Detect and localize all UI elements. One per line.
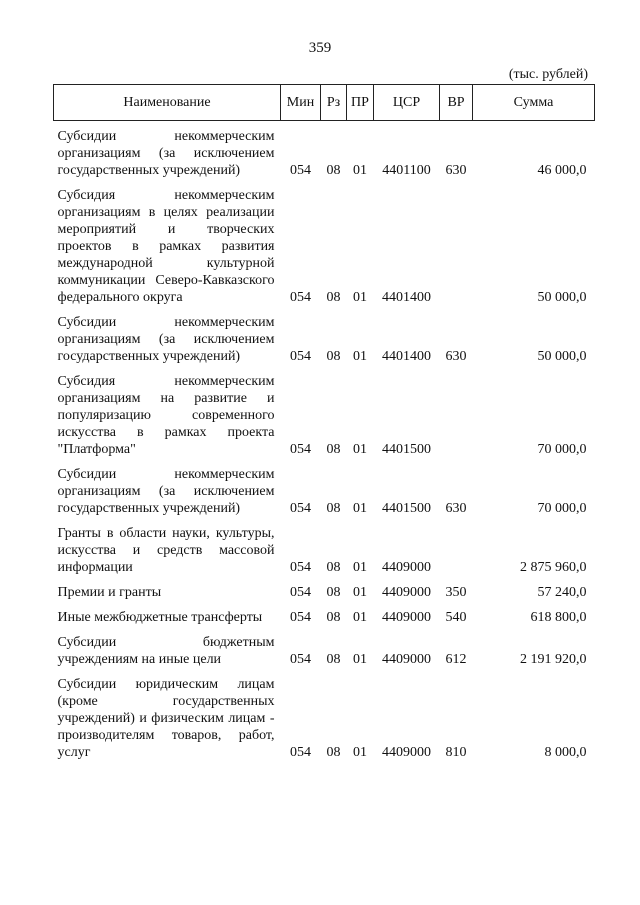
row-csr: 4401500	[382, 442, 431, 457]
row-name: Субсидии некоммерческим организациям (за исключением государственных учреждений)	[57, 467, 275, 516]
page-number: 359	[308, 40, 332, 56]
row-name: Субсидии некоммерческим организациям (за исключением государственных учреждений)	[57, 315, 275, 364]
table-row	[54, 628, 595, 670]
row-sum: 50 000,0	[537, 349, 587, 364]
row-sum: 57 240,0	[537, 585, 587, 600]
row-min: 054	[290, 585, 311, 600]
row-rz: 08	[326, 442, 341, 457]
table-row	[54, 578, 595, 603]
header-rz: Рз	[321, 85, 347, 121]
row-name: Иные межбюджетные трансферты	[57, 610, 263, 625]
row-rz: 08	[326, 290, 341, 305]
row-rz: 08	[326, 652, 341, 667]
row-csr: 4409000	[382, 560, 431, 575]
row-pr: 01	[353, 501, 367, 516]
row-sum: 8 000,0	[544, 745, 587, 760]
row-pr: 01	[353, 442, 367, 457]
table-row	[54, 181, 595, 308]
row-vr: 810	[445, 745, 467, 760]
row-csr: 4409000	[382, 585, 431, 600]
row-name: Субсидии юридическим лицам (кроме государственных учреждений) и физическим лицам - производителям товаров, работ, услуг	[57, 677, 275, 760]
row-csr: 4401400	[382, 290, 431, 305]
row-sum: 46 000,0	[537, 163, 587, 178]
row-csr: 4409000	[382, 610, 431, 625]
row-vr: 540	[445, 610, 467, 625]
row-rz: 08	[326, 745, 341, 760]
row-vr	[440, 181, 473, 308]
row-rz: 08	[326, 560, 341, 575]
header-vr: ВР	[440, 85, 473, 121]
table-header-row	[54, 85, 595, 121]
row-vr: 630	[445, 349, 467, 364]
header-min: Мин	[281, 85, 321, 121]
header-name: Наименование	[54, 85, 281, 121]
row-sum: 2 191 920,0	[520, 652, 587, 667]
row-pr: 01	[353, 560, 367, 575]
row-min: 054	[290, 745, 311, 760]
row-rz: 08	[326, 501, 341, 516]
row-rz: 08	[326, 349, 341, 364]
table-row	[54, 367, 595, 460]
row-pr: 01	[353, 349, 367, 364]
table-row	[54, 308, 595, 367]
row-vr: 630	[445, 163, 467, 178]
header-csr: ЦСР	[374, 85, 440, 121]
row-min: 054	[290, 560, 311, 575]
row-vr: 350	[445, 585, 467, 600]
row-sum: 618 800,0	[530, 610, 587, 625]
row-csr: 4409000	[382, 652, 431, 667]
header-pr: ПР	[347, 85, 374, 121]
row-rz: 08	[326, 163, 341, 178]
row-pr: 01	[353, 745, 367, 760]
table-row	[54, 670, 595, 763]
table-row	[54, 603, 595, 628]
table-row	[54, 519, 595, 578]
row-name: Субсидии некоммерческим организациям (за исключением государственных учреждений)	[57, 129, 275, 178]
row-vr	[440, 367, 473, 460]
row-min: 054	[290, 290, 311, 305]
row-min: 054	[290, 610, 311, 625]
table-row	[54, 460, 595, 519]
budget-table	[53, 84, 595, 763]
row-name: Премии и гранты	[57, 585, 162, 600]
units-note: (тыс. рублей)	[508, 67, 588, 82]
row-sum: 50 000,0	[537, 290, 587, 305]
row-name: Гранты в области науки, культуры, искусства и средств массовой информации	[57, 526, 275, 575]
row-csr: 4401100	[382, 163, 431, 178]
row-csr: 4409000	[382, 745, 431, 760]
row-csr: 4401400	[382, 349, 431, 364]
row-min: 054	[290, 652, 311, 667]
row-rz: 08	[326, 585, 341, 600]
row-vr	[440, 519, 473, 578]
row-sum: 70 000,0	[537, 501, 587, 516]
row-min: 054	[290, 442, 311, 457]
row-name: Субсидия некоммерческим организациям на развитие и популяризацию современного искусства в рамках проекта "Платформа"	[57, 374, 275, 457]
row-sum: 70 000,0	[537, 442, 587, 457]
row-pr: 01	[353, 290, 367, 305]
row-rz: 08	[326, 610, 341, 625]
header-sum: Сумма	[473, 85, 595, 121]
table-row	[54, 121, 595, 182]
row-pr: 01	[353, 652, 367, 667]
row-pr: 01	[353, 585, 367, 600]
row-name: Субсидия некоммерческим организациям в целях реализации мероприятий и творческих проектов в рамках развития международной культурной коммуникации Северо-Кавказского федерального округа	[57, 188, 275, 305]
row-sum: 2 875 960,0	[520, 560, 587, 575]
row-min: 054	[290, 163, 311, 178]
row-vr: 612	[445, 652, 467, 667]
row-min: 054	[290, 501, 311, 516]
row-min: 054	[290, 349, 311, 364]
row-name: Субсидии бюджетным учреждениям на иные цели	[57, 635, 275, 667]
row-vr: 630	[445, 501, 467, 516]
row-csr: 4401500	[382, 501, 431, 516]
row-pr: 01	[353, 610, 367, 625]
row-pr: 01	[353, 163, 367, 178]
